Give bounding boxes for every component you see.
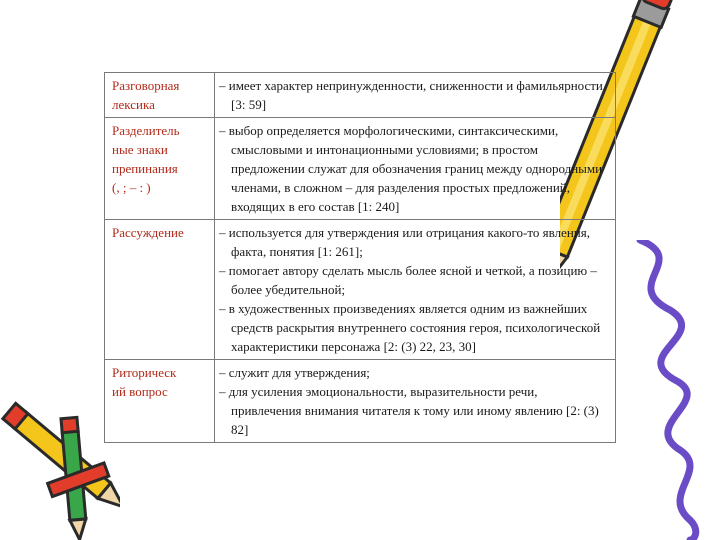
term-text: ий вопрос [112,384,168,399]
table-row [105,220,616,360]
term-text: Риторическ [112,365,177,380]
definition-cell [215,360,616,443]
squiggle-icon [600,240,720,540]
term-text: Разделитель [112,123,180,138]
definition-text: – выбор определяется морфологическими, синтаксическими, смысловыми и интонационными условиями; в простом предложении служат для обозначения границ между однородными членами, в сложном – для разделения простых предложений, входящих в его состав [1: 240] [219,123,603,214]
term-cell [105,360,215,443]
term-cell [105,118,215,220]
table-row [105,360,616,443]
glossary-table [104,72,616,443]
table-row [105,73,616,118]
definition-text: – помогает автору сделать мысль более ясной и четкой, а позицию – более убедительной; [219,263,597,297]
term-text: Разговорная [112,78,180,93]
term-text: препинания [112,161,178,176]
definition-text: – в художественных произведениях является одним из важнейших средств раскрытия внутреннего состояния героя, психологической характеристики персонажа [2: (3) 22, 23, 30] [219,301,601,354]
definition-text: – имеет характер непринужденности, сниженности и фамильярности [3: 59] [219,78,603,112]
definition-text: – используется для утверждения или отрицания какого-то явления, факта, понятия [1: 261]; [219,225,590,259]
term-cell [105,73,215,118]
term-text: ные знаки [112,142,168,157]
table-row [105,118,616,220]
definition-cell [215,73,616,118]
definition-text: – служит для утверждения; [219,365,370,380]
definition-cell [215,118,616,220]
term-text: Рассуждение [112,225,184,240]
term-text: (, ; – : ) [112,180,151,195]
term-text: лексика [112,97,155,112]
pencils-cluster-icon [0,400,120,540]
term-cell [105,220,215,360]
definition-cell [215,220,616,360]
definition-text: – для усиления эмоциональности, выразительности речи, привлечения внимания читателя к тому или иному явлению [2: (3) 82] [219,384,599,437]
